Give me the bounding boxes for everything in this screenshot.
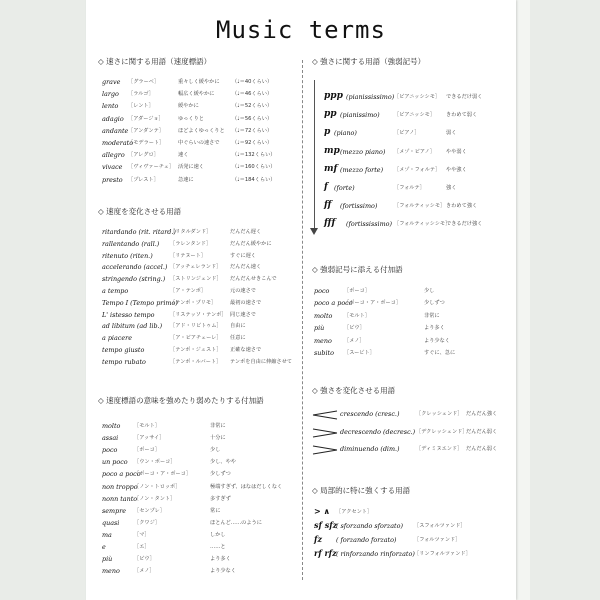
term-meaning: 弱く bbox=[446, 130, 457, 137]
tempo-change-row bbox=[102, 252, 302, 263]
metronome-mark: （♩＝46くらい） bbox=[232, 91, 273, 98]
tempo-row bbox=[102, 163, 302, 174]
dynamics-modifier-row bbox=[314, 337, 514, 348]
dynamics-row bbox=[324, 145, 504, 161]
page-title: Music terms bbox=[216, 16, 386, 44]
term-name: ritardando (rit. ritard.) bbox=[102, 228, 176, 236]
term-meaning: すぐに、急に bbox=[424, 350, 456, 356]
term-reading: ［モデラート］ bbox=[128, 140, 165, 146]
dynamics-modifier-row bbox=[314, 324, 514, 335]
term-meaning: だんだん速く bbox=[230, 264, 262, 271]
term-meaning: より多く bbox=[210, 556, 231, 563]
tempo-modifier-row bbox=[102, 470, 302, 481]
term-reading: ［グラーベ］ bbox=[128, 79, 160, 85]
dynamics-modifier-row bbox=[314, 349, 514, 360]
term-reading: ［フォルティッシシモ］ bbox=[394, 221, 451, 228]
dynamics-row bbox=[324, 184, 504, 197]
term-name: poco a poco bbox=[102, 470, 141, 479]
metronome-mark: （♩＝184くらい） bbox=[232, 176, 276, 183]
term-meaning: 少し bbox=[210, 447, 221, 454]
tempo-change-row bbox=[102, 299, 302, 310]
tempo-change-row bbox=[102, 263, 302, 274]
tempo-change-row bbox=[102, 228, 302, 239]
term-reading: ［ポーコ・ア・ポーコ］ bbox=[344, 300, 402, 307]
dynamic-symbol: pp bbox=[324, 109, 337, 120]
term-name: presto bbox=[102, 175, 123, 184]
dynamic-symbol: fff bbox=[324, 218, 336, 229]
term-meaning: 速く bbox=[178, 152, 189, 159]
tempo-modifier-row bbox=[102, 531, 302, 542]
accent-terms-heading: ◇ 局部的に特に強くする用語 bbox=[312, 486, 411, 495]
term-meaning: だんだん遅く bbox=[230, 229, 262, 235]
tempo-modifier-row bbox=[102, 519, 302, 530]
term-reading: ［クレッシェンド］ bbox=[416, 411, 463, 417]
tempo-modifier-row bbox=[102, 567, 302, 578]
term-reading: ［フォルテ］ bbox=[394, 185, 425, 191]
dynamic-symbol: mf bbox=[324, 163, 338, 174]
term-meaning: より少なく bbox=[424, 337, 450, 344]
dynamics-arrow-head bbox=[310, 228, 318, 235]
term-reading: ［ポーコ］ bbox=[344, 288, 370, 294]
term-reading: ［メゾ・フォルテ］ bbox=[394, 166, 441, 173]
term-reading: ［アクセント］ bbox=[336, 509, 373, 515]
term-meaning: 任意に bbox=[230, 335, 246, 342]
term-name: ( rinforzando rinforzato) bbox=[336, 550, 415, 558]
tempo-change-row bbox=[102, 358, 302, 369]
metronome-mark: （♩＝52くらい） bbox=[232, 103, 273, 110]
term-name: accelerando (accel.) bbox=[102, 263, 168, 272]
dynamic-symbol: f bbox=[324, 182, 328, 192]
term-name: molto bbox=[314, 311, 333, 320]
term-reading: ［マ］ bbox=[134, 531, 150, 538]
term-name: lento bbox=[102, 102, 119, 111]
term-meaning: きわめて弱く bbox=[446, 112, 478, 119]
tempo-row bbox=[102, 151, 302, 162]
tempo-row bbox=[102, 90, 302, 101]
term-meaning: 少しずつ bbox=[424, 300, 445, 307]
term-meaning: 少しずつ bbox=[210, 471, 231, 478]
term-name: grave bbox=[102, 78, 121, 86]
term-meaning: 幅広く緩やかに bbox=[178, 91, 215, 98]
term-reading: ［フォルティッシモ］ bbox=[394, 203, 446, 210]
term-name: assai bbox=[102, 434, 119, 443]
term-name: ma bbox=[102, 530, 112, 539]
term-reading: ［アド・リビトゥム］ bbox=[170, 323, 222, 330]
term-meaning: きわめて強く bbox=[446, 203, 478, 210]
tempo-modifier-row bbox=[102, 555, 302, 566]
term-reading: ［ピアニッシシモ］ bbox=[394, 94, 441, 100]
metronome-mark: （♩＝92くらい） bbox=[232, 140, 273, 146]
term-reading: ［スフォルツァンド］ bbox=[414, 523, 466, 529]
term-meaning: 重々しく緩やかに bbox=[178, 79, 220, 85]
term-name: tempo giusto bbox=[102, 346, 145, 354]
term-meaning: だんだん弱く bbox=[466, 446, 498, 452]
term-meaning: 正確な速さで bbox=[230, 347, 262, 353]
term-name: (mezzo piano) bbox=[340, 147, 386, 156]
intensity-row bbox=[312, 428, 502, 440]
tempo-change-row bbox=[102, 311, 302, 322]
term-reading: ［エ］ bbox=[134, 544, 150, 550]
term-name: (forte) bbox=[334, 184, 355, 192]
metronome-mark: （♩＝72くらい） bbox=[232, 127, 273, 134]
term-meaning: 緩やかに bbox=[178, 103, 199, 110]
term-meaning: ほとんど……のように bbox=[210, 519, 262, 526]
term-reading: ［リンフォルツァンド］ bbox=[414, 551, 471, 557]
metronome-mark: （♩＝160くらい） bbox=[232, 164, 276, 171]
accent-symbol: fz bbox=[314, 534, 322, 544]
term-reading: ［アダージョ］ bbox=[128, 115, 164, 122]
term-name: andante bbox=[102, 126, 129, 135]
term-name: poco a poco bbox=[314, 299, 353, 308]
term-meaning: 同じ速さで bbox=[230, 311, 256, 318]
term-meaning: 少し、やや bbox=[210, 459, 236, 466]
term-name: (mezzo forte) bbox=[340, 165, 384, 174]
term-meaning: 中ぐらいの速さで bbox=[178, 140, 220, 146]
dynamics-row bbox=[324, 202, 504, 215]
term-name: rallentando (rall.) bbox=[102, 239, 160, 248]
metronome-mark: （♩＝132くらい） bbox=[232, 152, 276, 159]
term-name: ( sforzando sforzato) bbox=[336, 522, 403, 530]
term-meaning: だんだん強く bbox=[466, 411, 498, 417]
tempo-row bbox=[102, 176, 302, 187]
dynamics-row bbox=[324, 93, 504, 106]
crescendo-hairpin-icon bbox=[312, 410, 338, 420]
accent-row bbox=[314, 536, 504, 548]
term-name: L' istesso tempo bbox=[102, 310, 155, 319]
term-meaning: できるだけ強く bbox=[446, 221, 483, 228]
metronome-mark: （♩＝40くらい） bbox=[232, 79, 273, 85]
term-name: e bbox=[102, 543, 106, 551]
term-meaning: だんだん弱く bbox=[466, 428, 498, 435]
intensity-change-heading: ◇ 強さを変化させる用語 bbox=[312, 386, 396, 395]
dynamics-row bbox=[324, 220, 504, 233]
term-reading: ［ピウ］ bbox=[134, 556, 155, 563]
page-edge bbox=[516, 0, 530, 600]
accent-symbol: rf rfz bbox=[314, 548, 337, 558]
term-meaning: やや弱く bbox=[446, 148, 467, 155]
term-meaning: やや強く bbox=[446, 166, 467, 173]
term-reading: ［センプレ］ bbox=[134, 507, 165, 514]
term-reading: ［ラルゴ］ bbox=[128, 91, 154, 98]
term-name: adagio bbox=[102, 114, 124, 123]
metronome-mark: （♩＝56くらい） bbox=[232, 115, 273, 122]
term-meaning: 非常に bbox=[424, 312, 440, 319]
term-name: Tempo I (Tempo primo) bbox=[102, 298, 178, 307]
term-meaning: 少し bbox=[424, 288, 435, 294]
term-reading: ［レント］ bbox=[128, 103, 154, 110]
term-reading: ［ア・テンポ］ bbox=[170, 288, 207, 294]
tempo-row bbox=[102, 102, 302, 113]
term-name: (pianississimo) bbox=[346, 93, 395, 101]
tempo-modifier-row bbox=[102, 458, 302, 469]
term-name: vivace bbox=[102, 163, 123, 172]
term-name: subito bbox=[314, 349, 334, 357]
tempo-row bbox=[102, 115, 302, 126]
term-meaning: 非常に bbox=[210, 423, 226, 429]
term-reading: ［アッサイ］ bbox=[134, 435, 165, 442]
term-meaning: より少なく bbox=[210, 568, 236, 575]
term-reading: ［テンポ・ジュスト］ bbox=[170, 347, 222, 353]
term-reading: ［アッチェレランド］ bbox=[170, 264, 222, 271]
dynamics-modifier-row bbox=[314, 299, 514, 310]
music-terms-sheet bbox=[86, 0, 516, 600]
term-meaning: 元の速さで bbox=[230, 288, 256, 294]
term-reading: ［モルト］ bbox=[134, 423, 160, 429]
term-name: più bbox=[314, 324, 325, 333]
dynamics-modifier-row bbox=[314, 287, 514, 298]
dynamic-symbol: ppp bbox=[324, 91, 343, 101]
dynamic-symbol: ff bbox=[324, 200, 332, 211]
term-reading: ［メノ］ bbox=[134, 568, 155, 575]
term-reading: ［スービト］ bbox=[344, 350, 375, 356]
term-reading: ［ノン・タント］ bbox=[134, 495, 176, 502]
term-name: meno bbox=[102, 567, 120, 576]
tempo-change-row bbox=[102, 287, 302, 298]
term-meaning: できるだけ弱く bbox=[446, 94, 483, 100]
term-name: (fortississimo) bbox=[346, 220, 392, 229]
accent-symbol: sf sfz bbox=[314, 520, 338, 530]
dynamic-symbol: p bbox=[324, 127, 331, 138]
term-name: (fortissimo) bbox=[340, 202, 378, 211]
term-meaning: 活発に速く bbox=[178, 164, 204, 171]
term-meaning: 常に bbox=[210, 507, 221, 514]
dynamics-row bbox=[324, 163, 504, 179]
term-name: (piano) bbox=[334, 129, 357, 138]
tempo-change-row bbox=[102, 322, 302, 333]
term-name: molto bbox=[102, 422, 121, 430]
term-name: a tempo bbox=[102, 287, 129, 295]
term-reading: ［デクレッシェンド］ bbox=[416, 428, 468, 435]
term-reading: ［フォルツァンド］ bbox=[414, 537, 461, 543]
dynamics-row bbox=[324, 111, 504, 124]
tempo-row bbox=[102, 127, 302, 138]
term-meaning: しかし bbox=[210, 531, 226, 538]
term-name: stringendo (string.) bbox=[102, 275, 166, 284]
term-name: poco bbox=[314, 287, 330, 295]
term-reading: ［ポーコ・ア・ポーコ］ bbox=[134, 471, 192, 478]
term-meaning: すぐに遅く bbox=[230, 252, 256, 259]
tempo-section-heading: ◇ 速さに関する用語（速度標語） bbox=[98, 57, 212, 66]
accent-row bbox=[314, 522, 504, 534]
term-name: nonn tanto bbox=[102, 494, 138, 503]
term-reading: ［テンポ・プリモ］ bbox=[170, 299, 217, 306]
term-reading: ［テンポ・ルバート］ bbox=[170, 358, 222, 365]
term-meaning: だんだん緩やかに bbox=[230, 240, 272, 247]
term-reading: ［ヴィヴァーチェ］ bbox=[128, 164, 175, 171]
term-reading: ［ウン・ポーコ］ bbox=[134, 459, 176, 466]
term-meaning: 十分に bbox=[210, 435, 226, 442]
term-name: moderato bbox=[102, 139, 134, 147]
term-name: non troppo bbox=[102, 482, 138, 491]
term-name: sempre bbox=[102, 506, 127, 515]
column-divider bbox=[302, 60, 303, 580]
term-name: allegro bbox=[102, 151, 125, 160]
accent-row bbox=[314, 508, 504, 520]
term-meaning: ゆっくりと bbox=[178, 115, 204, 122]
term-name: ad libitum (ad lib.) bbox=[102, 322, 163, 331]
term-name: quasi bbox=[102, 518, 120, 527]
tempo-row bbox=[102, 139, 302, 150]
tempo-change-row bbox=[102, 334, 302, 345]
tempo-modifier-row bbox=[102, 495, 302, 506]
dynamics-heading: ◇ 強さに関する用語（強弱記号） bbox=[312, 57, 426, 66]
accent-symbol: > ∧ bbox=[314, 506, 330, 516]
dynamics-row bbox=[324, 129, 504, 142]
term-name: meno bbox=[314, 336, 332, 345]
term-reading: ［ディミヌエンド］ bbox=[416, 446, 463, 452]
tempo-modifier-heading: ◇ 速度標語の意味を強めたり弱めたりする付加語 bbox=[98, 396, 264, 405]
tempo-change-heading: ◇ 速度を変化させる用語 bbox=[98, 207, 182, 216]
term-name: ( forzando forzato) bbox=[336, 536, 397, 544]
term-reading: ［プレスト］ bbox=[128, 176, 159, 183]
term-name: (pianissimo) bbox=[340, 111, 380, 120]
tempo-modifier-row bbox=[102, 543, 302, 554]
term-name: a piacere bbox=[102, 334, 132, 343]
term-reading: ［ピアノ］ bbox=[394, 130, 420, 137]
tempo-change-row bbox=[102, 275, 302, 286]
term-reading: ［ピウ］ bbox=[344, 325, 365, 332]
intensity-row bbox=[312, 410, 502, 422]
term-reading: ［アレグロ］ bbox=[128, 152, 159, 159]
tempo-modifier-row bbox=[102, 434, 302, 445]
term-reading: ［ピアニッシモ］ bbox=[394, 112, 436, 119]
term-meaning: 最初の速さで bbox=[230, 299, 262, 306]
decrescendo-hairpin-icon bbox=[312, 428, 338, 438]
tempo-modifier-row bbox=[102, 446, 302, 457]
term-meaning: テンポを自由に伸縮させて bbox=[230, 358, 292, 365]
tempo-modifier-row bbox=[102, 422, 302, 433]
term-meaning: だんだんせきこんで bbox=[230, 276, 277, 283]
accent-row bbox=[314, 550, 504, 562]
dynamics-modifier-row bbox=[314, 312, 514, 323]
tempo-modifier-row bbox=[102, 483, 302, 494]
tempo-change-row bbox=[102, 240, 302, 251]
term-name: diminuendo (dim.) bbox=[340, 445, 400, 453]
term-reading: ［リテヌート］ bbox=[170, 252, 206, 259]
term-name: largo bbox=[102, 90, 119, 99]
term-name: tempo rubato bbox=[102, 357, 146, 366]
term-meaning: 多すぎず bbox=[210, 495, 231, 502]
term-name: ritenuto (riten.) bbox=[102, 251, 153, 260]
term-reading: ［リステッソ・テンポ］ bbox=[170, 311, 227, 318]
term-reading: ［メノ］ bbox=[344, 337, 365, 344]
tempo-row bbox=[102, 78, 302, 89]
term-name: più bbox=[102, 555, 113, 564]
intensity-row bbox=[312, 445, 502, 457]
term-name: un poco bbox=[102, 458, 128, 467]
dynamics-modifier-heading: ◇ 強弱記号に添える付加語 bbox=[312, 265, 403, 274]
term-reading: ［リタルダンド］ bbox=[170, 229, 212, 235]
dynamics-arrow-line bbox=[314, 80, 315, 230]
term-name: decrescendo (decresc.) bbox=[340, 427, 416, 436]
term-reading: ［アンダンテ］ bbox=[128, 127, 164, 134]
term-meaning: ……と bbox=[210, 544, 226, 550]
term-reading: ［モルト］ bbox=[344, 312, 370, 319]
term-name: crescendo (cresc.) bbox=[340, 410, 400, 418]
tempo-modifier-row bbox=[102, 507, 302, 518]
term-reading: ［ポーコ］ bbox=[134, 447, 160, 454]
term-meaning: 自由に bbox=[230, 323, 246, 330]
term-reading: ［クワジ］ bbox=[134, 519, 160, 526]
term-meaning: より多く bbox=[424, 325, 445, 332]
term-reading: ［ストリンジェンド］ bbox=[170, 276, 222, 283]
term-meaning: ほどよくゆっくりと bbox=[178, 127, 225, 134]
dynamic-symbol: mp bbox=[324, 145, 340, 156]
term-meaning: 極端すぎず、はなはだしくなく bbox=[210, 483, 283, 490]
term-meaning: 急速に bbox=[178, 176, 194, 183]
term-meaning: 強く bbox=[446, 185, 457, 191]
tempo-change-row bbox=[102, 346, 302, 357]
term-reading: ［ア・ピアチェーレ］ bbox=[170, 335, 222, 342]
term-reading: ［ラレンタンド］ bbox=[170, 240, 212, 247]
term-reading: ［ノン・トロッポ］ bbox=[134, 483, 181, 490]
term-reading: ［メゾ・ピアノ］ bbox=[394, 148, 435, 155]
term-name: poco bbox=[102, 446, 118, 455]
decrescendo-hairpin-icon bbox=[312, 445, 338, 455]
